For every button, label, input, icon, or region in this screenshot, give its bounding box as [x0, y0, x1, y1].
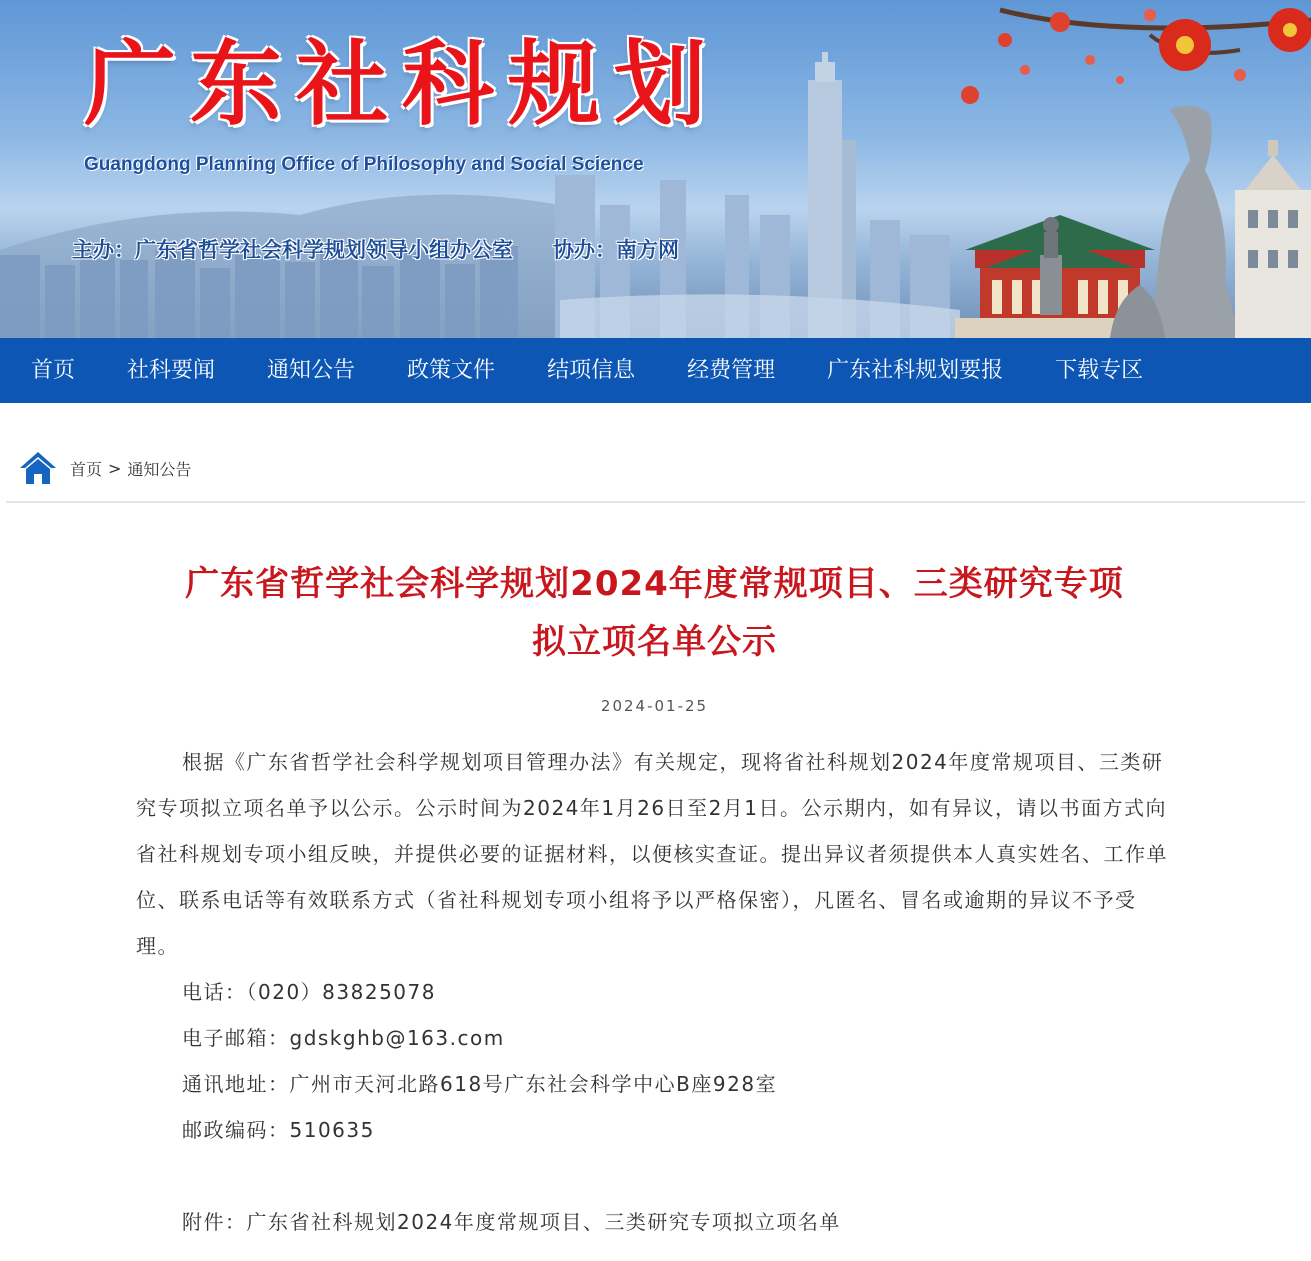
contact-address: 通讯地址：广州市天河北路618号广东社会科学中心B座928室	[182, 1072, 778, 1096]
nav-item-notices[interactable]: 通知公告	[267, 358, 356, 383]
contact-postcode: 邮政编码：510635	[182, 1118, 375, 1142]
nav-item-policies[interactable]: 政策文件	[407, 358, 496, 383]
article-title-line-1: 广东省哲学社会科学规划2024年度常规项目、三类研究专项	[185, 564, 1124, 604]
nav-item-funding[interactable]: 经费管理	[687, 358, 776, 383]
article	[0, 555, 1311, 1245]
nav-item-news[interactable]: 社科要闻	[127, 358, 216, 383]
nav-item-downloads[interactable]: 下载专区	[1055, 358, 1144, 383]
site-subtitle: Guangdong Planning Office of Philosophy and Social Science	[84, 154, 644, 175]
article-paragraph: 根据《广东省哲学社会科学规划项目管理办法》有关规定，现将省社科规划2024年度常规项目、三类研究专项拟立项名单予以公示。公示时间为2024年1月26日至2月1日。公示期内，如有异议，请以书面方式向省社科规划专项小组反映，并提供必要的证据材料，以便核实查证。提出异议者须提供本人真实姓名、工作单位、联系电话等有效联系方式（省社科规划专项小组将予以严格保密），凡匿名、冒名或逾期的异议不予受理。	[136, 750, 1168, 958]
contact-email: 电子邮箱：gdskghb@163.com	[182, 1026, 505, 1050]
nav-item-completion-info[interactable]: 结项信息	[547, 358, 636, 383]
article-title-line-2: 拟立项名单公示	[532, 622, 777, 662]
attachment-link[interactable]: 附件：广东省社科规划2024年度常规项目、三类研究专项拟立项名单	[182, 1210, 841, 1234]
home-icon	[18, 450, 58, 486]
breadcrumb	[6, 403, 1305, 503]
breadcrumb-home-link[interactable]: 首页	[70, 459, 103, 479]
site-banner	[0, 0, 1311, 338]
sponsor-co-organizer: 协办：南方网	[553, 238, 679, 262]
breadcrumb-separator: >	[108, 458, 122, 478]
nav-item-home[interactable]: 首页	[31, 358, 76, 383]
article-title	[136, 555, 1173, 671]
sponsor-organizer: 主办：广东省哲学社会科学规划领导小组办公室	[72, 238, 513, 262]
breadcrumb-current-link[interactable]: 通知公告	[127, 459, 192, 479]
article-date: 2024-01-25	[600, 697, 709, 715]
contact-phone: 电话：（020）83825078	[182, 980, 436, 1004]
article-body	[136, 739, 1173, 1245]
main-nav	[0, 338, 1311, 403]
site-title: 广东社科规划	[84, 31, 721, 138]
nav-item-bulletin[interactable]: 广东社科规划要报	[827, 358, 1004, 383]
sponsor-line	[72, 234, 679, 264]
